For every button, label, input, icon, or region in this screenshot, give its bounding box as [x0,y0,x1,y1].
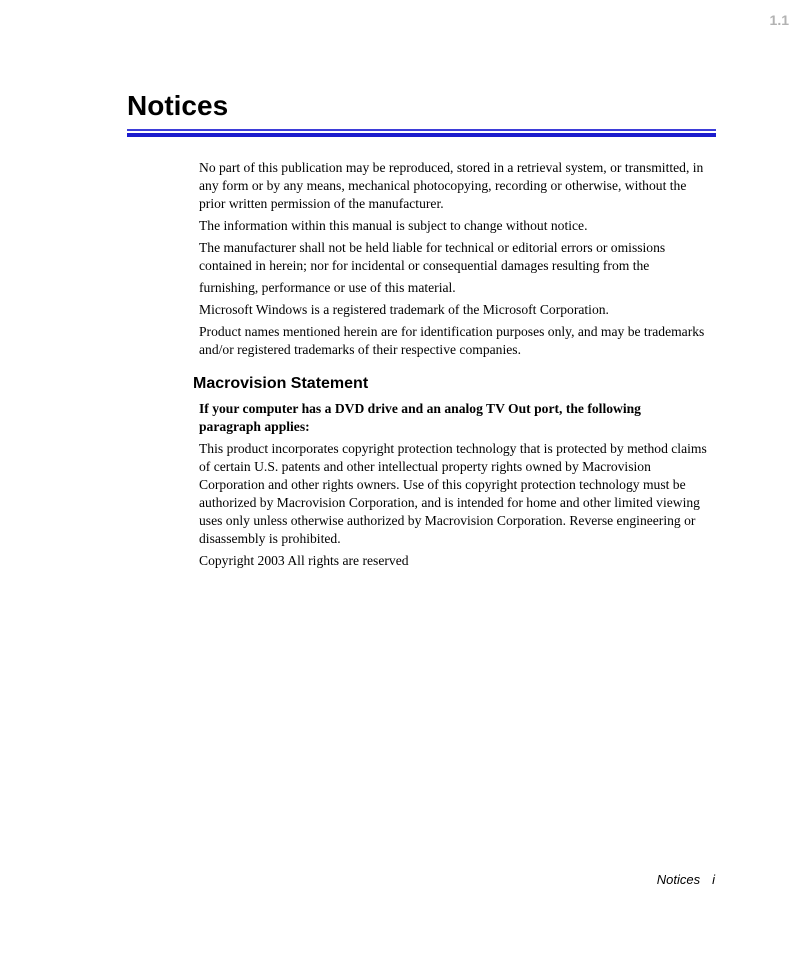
notices-paragraphs [199,159,714,359]
paragraph-microsoft-trademark: Microsoft Windows is a registered trademark of the Microsoft Corporation. [199,302,609,317]
footer-page-number: i [712,872,715,887]
page-title: Notices [127,90,229,121]
paragraph-liability: The manufacturer shall not be held liable for technical or editorial errors or omissions contained in herein; nor for incidental or consequential damages resulting from the [199,240,666,273]
macrovision-paragraphs [199,400,714,570]
footer-section-label: Notices [656,872,701,887]
paragraph-furnishing: furnishing, performance or use of this material. [199,280,456,295]
paragraph-product-names: Product names mentioned herein are for identification purposes only, and may be trademarks and/or registered trademarks of their respective companies. [199,324,705,357]
title-rule-thick-line [127,133,716,137]
paragraph-macrovision-body: This product incorporates copyright protection technology that is protected by method claims of certain U.S. patents and other intellectual property rights owned by Macrovision Corporation and other rights owners. Use of this copyright protection technology must be authorized by Macrovision Corporation, and is intended for home and other limited viewing uses only unless otherwise authorized by Macrovision Corporation. Reverse engineering or disassembly is prohibited. [199,441,707,546]
paragraph-dvd-lead: If your computer has a DVD drive and an analog TV Out port, the following paragraph applies: [199,401,641,434]
macrovision-heading: Macrovision Statement [193,375,369,392]
paragraph-copyright: Copyright 2003 All rights are reserved [199,553,409,568]
page-footer [657,871,715,888]
title-rule [127,129,716,137]
page-content [127,90,716,574]
paragraph-reproduction: No part of this publication may be reproduced, stored in a retrieval system, or transmitted, in any form or by any means, mechanical photocopying, recording or otherwise, without the prior written permission of the manufacturer. [199,160,704,211]
chapter-number-label: 1.1 [769,12,789,28]
paragraph-change-notice: The information within this manual is subject to change without notice. [199,218,588,233]
